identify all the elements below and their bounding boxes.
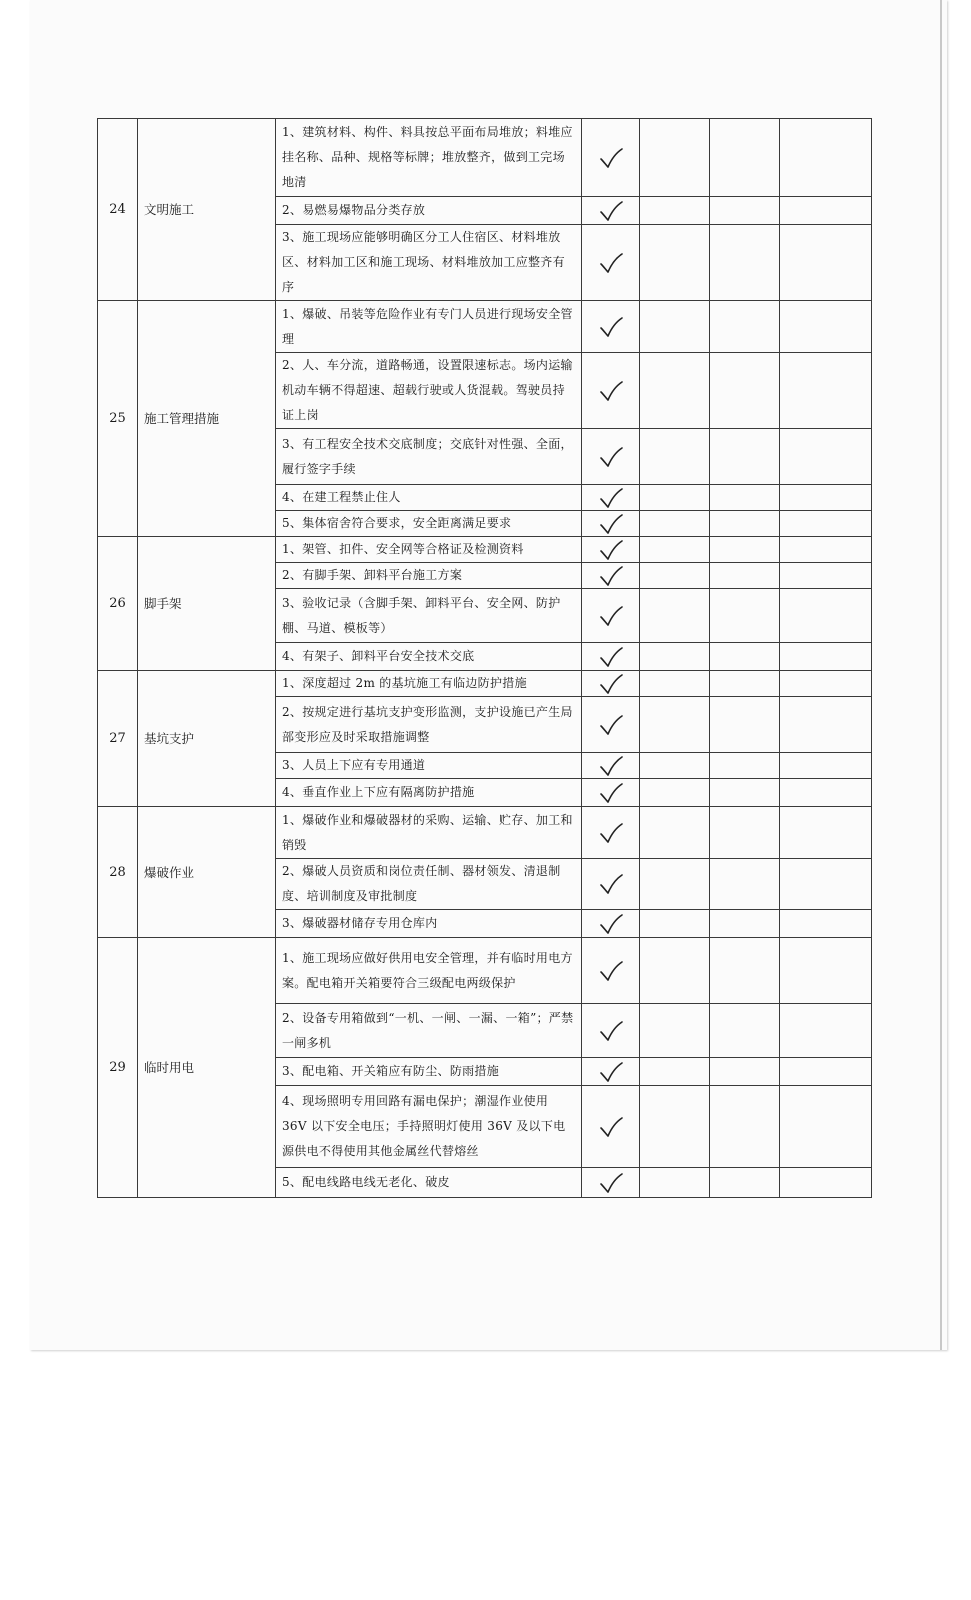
empty-cell bbox=[640, 537, 710, 563]
requirement-text: 2、按规定进行基坑支护变形监测，支护设施已产生局部变形应及时采取措施调整 bbox=[276, 697, 582, 753]
section-number: 29 bbox=[98, 938, 138, 1198]
checkmark-icon bbox=[598, 1020, 624, 1042]
empty-cell bbox=[780, 1058, 872, 1086]
check-cell bbox=[582, 910, 640, 938]
empty-cell bbox=[780, 1004, 872, 1058]
empty-cell bbox=[780, 807, 872, 859]
empty-cell bbox=[640, 589, 710, 643]
empty-cell bbox=[780, 197, 872, 225]
requirement-text: 5、配电线路电线无老化、破皮 bbox=[276, 1168, 582, 1198]
empty-cell bbox=[780, 119, 872, 197]
requirement-text: 3、人员上下应有专用通道 bbox=[276, 753, 582, 779]
empty-cell bbox=[780, 910, 872, 938]
empty-cell bbox=[780, 1168, 872, 1198]
checkmark-icon bbox=[598, 147, 624, 169]
section-name: 施工管理措施 bbox=[138, 301, 276, 537]
requirement-text: 1、施工现场应做好供用电安全管理，并有临时用电方案。配电箱开关箱要符合三级配电两级保护 bbox=[276, 938, 582, 1004]
checkmark-icon bbox=[598, 913, 624, 935]
empty-cell bbox=[640, 671, 710, 697]
empty-cell bbox=[710, 1086, 780, 1168]
empty-cell bbox=[710, 537, 780, 563]
empty-cell bbox=[640, 1004, 710, 1058]
requirement-text: 3、有工程安全技术交底制度；交底针对性强、全面，履行签字手续 bbox=[276, 429, 582, 485]
page-edge-shadow bbox=[940, 0, 942, 1350]
section-number: 24 bbox=[98, 119, 138, 301]
empty-cell bbox=[640, 643, 710, 671]
empty-cell bbox=[780, 563, 872, 589]
check-cell bbox=[582, 485, 640, 511]
checkmark-icon bbox=[598, 1116, 624, 1138]
empty-cell bbox=[710, 353, 780, 429]
checkmark-icon bbox=[598, 487, 624, 509]
check-cell bbox=[582, 779, 640, 807]
empty-cell bbox=[640, 1058, 710, 1086]
empty-cell bbox=[780, 353, 872, 429]
empty-cell bbox=[780, 225, 872, 301]
check-cell bbox=[582, 1086, 640, 1168]
checkmark-icon bbox=[598, 1172, 624, 1194]
check-cell bbox=[582, 301, 640, 353]
checkmark-icon bbox=[598, 565, 624, 587]
check-cell bbox=[582, 938, 640, 1004]
section-number: 25 bbox=[98, 301, 138, 537]
empty-cell bbox=[780, 643, 872, 671]
requirement-text: 5、集体宿舍符合要求，安全距离满足要求 bbox=[276, 511, 582, 537]
empty-cell bbox=[640, 807, 710, 859]
section-number: 27 bbox=[98, 671, 138, 807]
empty-cell bbox=[640, 429, 710, 485]
empty-cell bbox=[710, 563, 780, 589]
check-cell bbox=[582, 643, 640, 671]
checklist-row bbox=[98, 938, 872, 1004]
empty-cell bbox=[640, 301, 710, 353]
empty-cell bbox=[710, 910, 780, 938]
section-name: 文明施工 bbox=[138, 119, 276, 301]
checklist-row bbox=[98, 671, 872, 697]
requirement-text: 1、建筑材料、构件、料具按总平面布局堆放；料堆应挂名称、品种、规格等标牌；堆放整齐，做到工完场地清 bbox=[276, 119, 582, 197]
check-cell bbox=[582, 537, 640, 563]
requirement-text: 1、架管、扣件、安全网等合格证及检测资料 bbox=[276, 537, 582, 563]
checkmark-icon bbox=[598, 673, 624, 695]
requirement-text: 2、爆破人员资质和岗位责任制、器材领发、清退制度、培训制度及审批制度 bbox=[276, 859, 582, 910]
requirement-text: 2、设备专用箱做到“一机、一闸、一漏、一箱”；严禁一闸多机 bbox=[276, 1004, 582, 1058]
section-name: 临时用电 bbox=[138, 938, 276, 1198]
empty-cell bbox=[710, 119, 780, 197]
empty-cell bbox=[640, 859, 710, 910]
empty-cell bbox=[780, 301, 872, 353]
check-cell bbox=[582, 1168, 640, 1198]
empty-cell bbox=[640, 563, 710, 589]
safety-checklist-table bbox=[97, 118, 872, 1198]
check-cell bbox=[582, 807, 640, 859]
check-cell bbox=[582, 511, 640, 537]
empty-cell bbox=[640, 753, 710, 779]
empty-cell bbox=[780, 537, 872, 563]
empty-cell bbox=[710, 301, 780, 353]
empty-cell bbox=[640, 697, 710, 753]
checkmark-icon bbox=[598, 539, 624, 561]
checklist-body bbox=[98, 119, 872, 1198]
checkmark-icon bbox=[598, 446, 624, 468]
checkmark-icon bbox=[598, 316, 624, 338]
check-cell bbox=[582, 429, 640, 485]
empty-cell bbox=[710, 1058, 780, 1086]
requirement-text: 4、有架子、卸料平台安全技术交底 bbox=[276, 643, 582, 671]
check-cell bbox=[582, 753, 640, 779]
checkmark-icon bbox=[598, 513, 624, 535]
empty-cell bbox=[640, 197, 710, 225]
section-number: 26 bbox=[98, 537, 138, 671]
checkmark-icon bbox=[598, 873, 624, 895]
check-cell bbox=[582, 353, 640, 429]
empty-cell bbox=[640, 353, 710, 429]
empty-cell bbox=[640, 225, 710, 301]
empty-cell bbox=[780, 697, 872, 753]
requirement-text: 3、爆破器材储存专用仓库内 bbox=[276, 910, 582, 938]
empty-cell bbox=[640, 1168, 710, 1198]
empty-cell bbox=[780, 589, 872, 643]
check-cell bbox=[582, 1004, 640, 1058]
requirement-text: 2、有脚手架、卸料平台施工方案 bbox=[276, 563, 582, 589]
checkmark-icon bbox=[598, 755, 624, 777]
empty-cell bbox=[640, 910, 710, 938]
checkmark-icon bbox=[598, 200, 624, 222]
requirement-text: 4、在建工程禁止住人 bbox=[276, 485, 582, 511]
empty-cell bbox=[780, 485, 872, 511]
section-name: 爆破作业 bbox=[138, 807, 276, 938]
requirement-text: 3、配电箱、开关箱应有防尘、防雨措施 bbox=[276, 1058, 582, 1086]
check-cell bbox=[582, 859, 640, 910]
checkmark-icon bbox=[598, 960, 624, 982]
requirement-text: 4、垂直作业上下应有隔离防护措施 bbox=[276, 779, 582, 807]
requirement-text: 2、易燃易爆物品分类存放 bbox=[276, 197, 582, 225]
empty-cell bbox=[710, 697, 780, 753]
checklist-row bbox=[98, 807, 872, 859]
empty-cell bbox=[780, 1086, 872, 1168]
check-cell bbox=[582, 697, 640, 753]
empty-cell bbox=[780, 859, 872, 910]
check-cell bbox=[582, 197, 640, 225]
empty-cell bbox=[710, 938, 780, 1004]
empty-cell bbox=[780, 779, 872, 807]
empty-cell bbox=[710, 429, 780, 485]
empty-cell bbox=[710, 1004, 780, 1058]
empty-cell bbox=[780, 429, 872, 485]
checkmark-icon bbox=[598, 605, 624, 627]
check-cell bbox=[582, 671, 640, 697]
check-cell bbox=[582, 589, 640, 643]
empty-cell bbox=[710, 225, 780, 301]
empty-cell bbox=[710, 807, 780, 859]
checklist-row bbox=[98, 537, 872, 563]
empty-cell bbox=[710, 485, 780, 511]
check-cell bbox=[582, 225, 640, 301]
section-name: 脚手架 bbox=[138, 537, 276, 671]
checklist-row bbox=[98, 119, 872, 197]
empty-cell bbox=[710, 779, 780, 807]
empty-cell bbox=[780, 753, 872, 779]
empty-cell bbox=[710, 197, 780, 225]
checkmark-icon bbox=[598, 252, 624, 274]
empty-cell bbox=[640, 485, 710, 511]
empty-cell bbox=[710, 643, 780, 671]
requirement-text: 3、验收记录（含脚手架、卸料平台、安全网、防护棚、马道、模板等） bbox=[276, 589, 582, 643]
check-cell bbox=[582, 1058, 640, 1086]
checklist-row bbox=[98, 301, 872, 353]
checkmark-icon bbox=[598, 822, 624, 844]
requirement-text: 1、爆破、吊装等危险作业有专门人员进行现场安全管理 bbox=[276, 301, 582, 353]
empty-cell bbox=[780, 511, 872, 537]
empty-cell bbox=[640, 511, 710, 537]
empty-cell bbox=[710, 859, 780, 910]
checkmark-icon bbox=[598, 646, 624, 668]
checkmark-icon bbox=[598, 380, 624, 402]
requirement-text: 1、爆破作业和爆破器材的采购、运输、贮存、加工和销毁 bbox=[276, 807, 582, 859]
requirement-text: 1、深度超过 2m 的基坑施工有临边防护措施 bbox=[276, 671, 582, 697]
requirement-text: 3、施工现场应能够明确区分工人住宿区、材料堆放区、材料加工区和施工现场、材料堆放加工应整齐有序 bbox=[276, 225, 582, 301]
empty-cell bbox=[710, 1168, 780, 1198]
check-cell bbox=[582, 563, 640, 589]
empty-cell bbox=[780, 938, 872, 1004]
empty-cell bbox=[640, 119, 710, 197]
checkmark-icon bbox=[598, 1061, 624, 1083]
empty-cell bbox=[640, 1086, 710, 1168]
empty-cell bbox=[710, 671, 780, 697]
empty-cell bbox=[640, 779, 710, 807]
checkmark-icon bbox=[598, 782, 624, 804]
empty-cell bbox=[780, 671, 872, 697]
checkmark-icon bbox=[598, 714, 624, 736]
empty-cell bbox=[710, 753, 780, 779]
empty-cell bbox=[710, 511, 780, 537]
requirement-text: 2、人、车分流，道路畅通，设置限速标志。场内运输机动车辆不得超速、超载行驶或人货混载。驾驶员持证上岗 bbox=[276, 353, 582, 429]
requirement-text: 4、现场照明专用回路有漏电保护；潮湿作业使用 36V 以下安全电压；手持照明灯使用 36V 及以下电源供电不得使用其他金属丝代替熔丝 bbox=[276, 1086, 582, 1168]
section-number: 28 bbox=[98, 807, 138, 938]
empty-cell bbox=[710, 589, 780, 643]
section-name: 基坑支护 bbox=[138, 671, 276, 807]
empty-cell bbox=[640, 938, 710, 1004]
check-cell bbox=[582, 119, 640, 197]
